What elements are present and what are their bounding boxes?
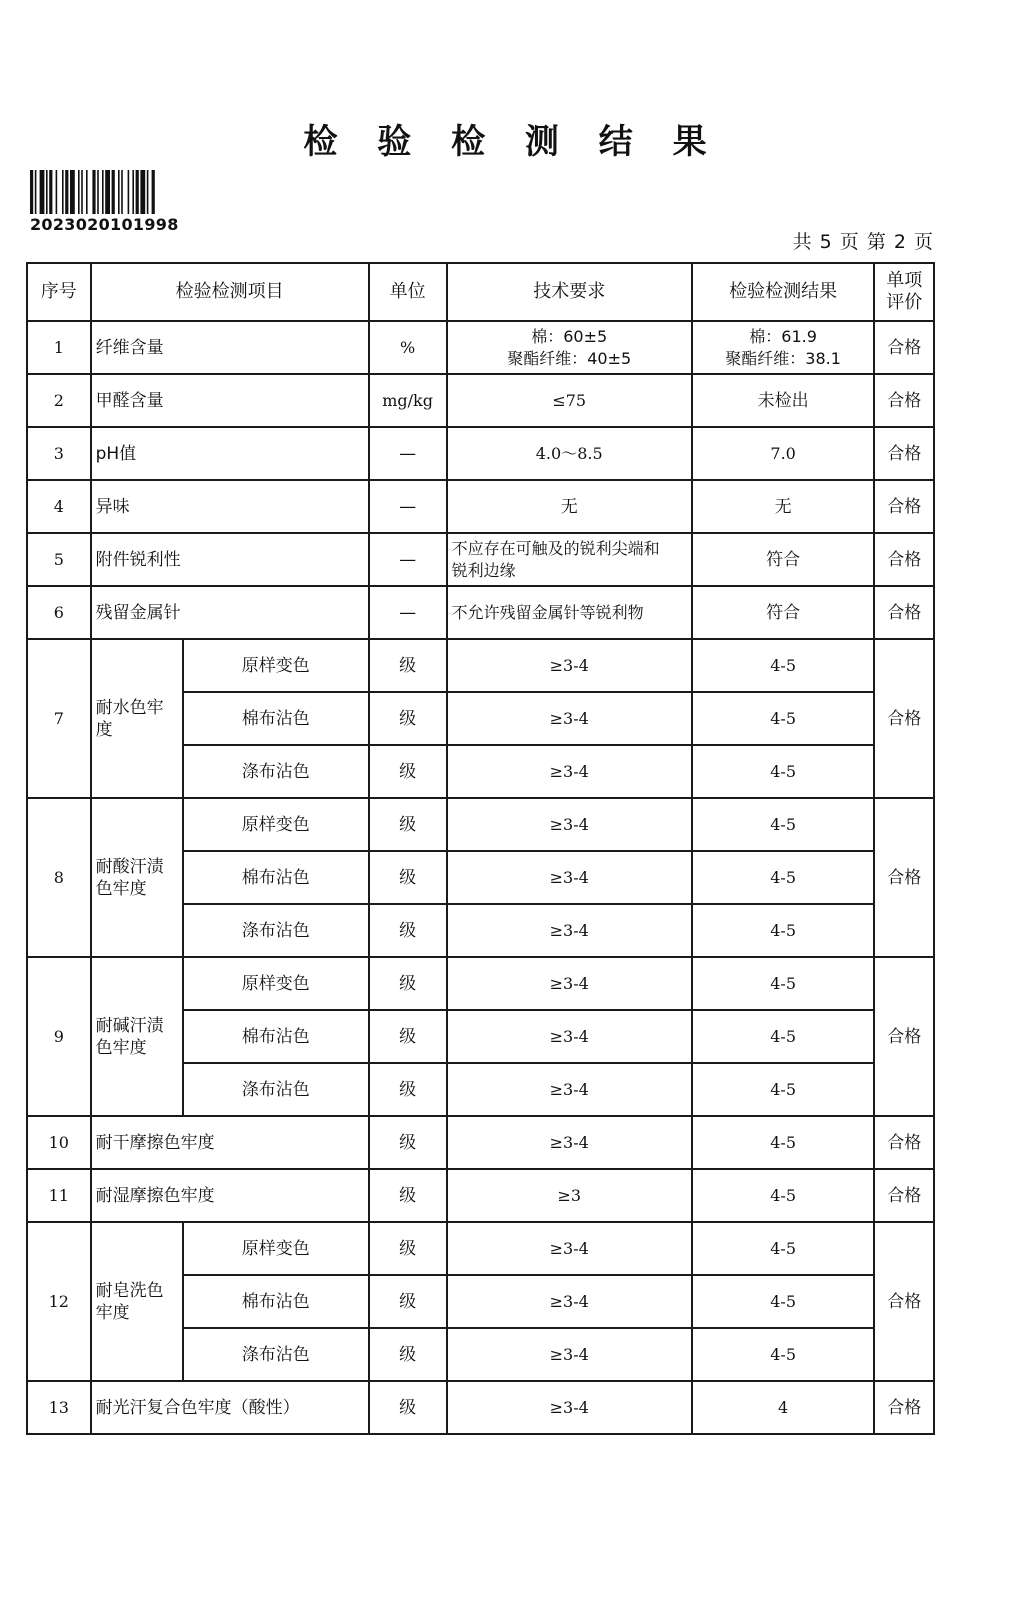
row-requirement: ≥3-4 bbox=[447, 639, 692, 692]
row-unit: 级 bbox=[369, 1116, 447, 1169]
barcode-bar bbox=[30, 170, 33, 214]
row-unit: 级 bbox=[369, 904, 447, 957]
row-result: 4-5 bbox=[692, 639, 875, 692]
requirement-line: 锐利边缘 bbox=[451, 560, 516, 580]
barcode-bar bbox=[140, 170, 145, 214]
row-unit: 级 bbox=[369, 1010, 447, 1063]
barcode-bar bbox=[97, 170, 99, 214]
barcode-bar bbox=[121, 170, 123, 214]
barcode-bar bbox=[56, 170, 58, 214]
row-requirement: ≥3-4 bbox=[447, 745, 692, 798]
row-requirement: ≥3-4 bbox=[447, 1116, 692, 1169]
row-unit: 级 bbox=[369, 639, 447, 692]
row-evaluation: 合格 bbox=[874, 533, 934, 586]
row-evaluation: 合格 bbox=[874, 639, 934, 798]
row-evaluation: 合格 bbox=[874, 1222, 934, 1381]
row-unit: 级 bbox=[369, 745, 447, 798]
row-index: 5 bbox=[27, 533, 91, 586]
table-row bbox=[27, 586, 934, 639]
table-row bbox=[27, 1169, 934, 1222]
barcode-bar bbox=[112, 170, 115, 214]
row-requirement: ≥3-4 bbox=[447, 1328, 692, 1381]
row-result: 4-5 bbox=[692, 851, 875, 904]
table-row bbox=[27, 957, 934, 1010]
row-requirement bbox=[447, 533, 692, 586]
row-item: 残留金属针 bbox=[91, 586, 369, 639]
page-info: 共 5 页 第 2 页 bbox=[792, 231, 934, 253]
row-requirement: ≥3-4 bbox=[447, 1222, 692, 1275]
row-unit: % bbox=[369, 321, 447, 374]
header-evaluation: 单项评价 bbox=[874, 263, 934, 321]
row-index: 6 bbox=[27, 586, 91, 639]
row-unit: 级 bbox=[369, 1328, 447, 1381]
row-index: 4 bbox=[27, 480, 91, 533]
row-item: 异味 bbox=[91, 480, 369, 533]
row-evaluation: 合格 bbox=[874, 1169, 934, 1222]
row-result: 4-5 bbox=[692, 745, 875, 798]
requirement-line: 棉：60±5 bbox=[531, 326, 608, 346]
row-unit: 级 bbox=[369, 957, 447, 1010]
header-index: 序号 bbox=[27, 263, 91, 321]
barcode-bar bbox=[128, 170, 130, 214]
table-row bbox=[27, 480, 934, 533]
row-result: 4-5 bbox=[692, 1275, 875, 1328]
row-evaluation: 合格 bbox=[874, 586, 934, 639]
row-index: 2 bbox=[27, 374, 91, 427]
row-subitem: 棉布沾色 bbox=[183, 692, 369, 745]
row-subitem: 原样变色 bbox=[183, 1222, 369, 1275]
row-requirement: ≥3-4 bbox=[447, 1010, 692, 1063]
header-unit: 单位 bbox=[369, 263, 447, 321]
row-unit: 级 bbox=[369, 1275, 447, 1328]
row-requirement: ≥3-4 bbox=[447, 1063, 692, 1116]
requirement-line: 聚酯纤维：40±5 bbox=[507, 348, 632, 368]
item-line: 耐皂洗色 bbox=[95, 1280, 164, 1301]
row-result: 4-5 bbox=[692, 957, 875, 1010]
row-item bbox=[91, 957, 183, 1116]
row-subitem: 涤布沾色 bbox=[183, 1328, 369, 1381]
barcode-bar bbox=[118, 170, 120, 214]
item-line: 耐水色牢 bbox=[95, 697, 164, 718]
item-line: 牢度 bbox=[95, 1302, 130, 1323]
barcode-bar bbox=[102, 170, 104, 214]
barcode-bar bbox=[65, 170, 68, 214]
row-unit: 级 bbox=[369, 1169, 447, 1222]
barcode-bar bbox=[92, 170, 95, 214]
row-item: pH值 bbox=[91, 427, 369, 480]
row-evaluation: 合格 bbox=[874, 1381, 934, 1434]
barcode-bar bbox=[136, 170, 139, 214]
row-evaluation: 合格 bbox=[874, 321, 934, 374]
barcode bbox=[30, 170, 192, 235]
row-unit: 级 bbox=[369, 1063, 447, 1116]
item-line: 色牢度 bbox=[95, 1037, 147, 1058]
row-index: 9 bbox=[27, 957, 91, 1116]
row-item: 耐干摩擦色牢度 bbox=[91, 1116, 369, 1169]
row-item: 耐湿摩擦色牢度 bbox=[91, 1169, 369, 1222]
barcode-bar bbox=[46, 170, 48, 214]
row-result: 4-5 bbox=[692, 1222, 875, 1275]
row-unit: 级 bbox=[369, 692, 447, 745]
row-result: 4-5 bbox=[692, 692, 875, 745]
row-subitem: 棉布沾色 bbox=[183, 1010, 369, 1063]
row-requirement: ≤75 bbox=[447, 374, 692, 427]
row-result: 4-5 bbox=[692, 1169, 875, 1222]
result-line: 聚酯纤维：38.1 bbox=[725, 348, 841, 368]
barcode-bar bbox=[35, 170, 37, 214]
row-requirement: ≥3 bbox=[447, 1169, 692, 1222]
row-item bbox=[91, 639, 183, 798]
row-result: 4-5 bbox=[692, 904, 875, 957]
row-requirement: ≥3-4 bbox=[447, 851, 692, 904]
table-row bbox=[27, 1116, 934, 1169]
table-row bbox=[27, 639, 934, 692]
header-requirement: 技术要求 bbox=[447, 263, 692, 321]
row-requirement: 4.0～8.5 bbox=[447, 427, 692, 480]
row-result: 4-5 bbox=[692, 1328, 875, 1381]
item-line: 色牢度 bbox=[95, 878, 147, 899]
row-subitem: 涤布沾色 bbox=[183, 1063, 369, 1116]
barcode-bar bbox=[78, 170, 80, 214]
item-line: 耐酸汗渍 bbox=[95, 856, 164, 877]
barcode-bar bbox=[86, 170, 88, 214]
row-evaluation: 合格 bbox=[874, 798, 934, 957]
barcode-bar bbox=[40, 170, 45, 214]
row-result: 符合 bbox=[692, 533, 875, 586]
barcode-icon bbox=[30, 170, 192, 214]
barcode-bar bbox=[105, 170, 110, 214]
row-requirement: 无 bbox=[447, 480, 692, 533]
row-subitem: 原样变色 bbox=[183, 798, 369, 851]
row-result: 4-5 bbox=[692, 1116, 875, 1169]
row-item: 附件锐利性 bbox=[91, 533, 369, 586]
header-item: 检验检测项目 bbox=[91, 263, 369, 321]
barcode-bar bbox=[49, 170, 52, 214]
row-result: 4 bbox=[692, 1381, 875, 1434]
row-requirement bbox=[447, 321, 692, 374]
row-unit: 级 bbox=[369, 1222, 447, 1275]
row-index: 13 bbox=[27, 1381, 91, 1434]
barcode-bar bbox=[70, 170, 75, 214]
barcode-bar bbox=[147, 170, 149, 214]
table-row bbox=[27, 1381, 934, 1434]
row-result: 无 bbox=[692, 480, 875, 533]
row-requirement: ≥3-4 bbox=[447, 1275, 692, 1328]
row-item: 甲醛含量 bbox=[91, 374, 369, 427]
row-requirement: ≥3-4 bbox=[447, 1381, 692, 1434]
row-requirement: ≥3-4 bbox=[447, 692, 692, 745]
row-item bbox=[91, 1222, 183, 1381]
row-result: 符合 bbox=[692, 586, 875, 639]
row-subitem: 涤布沾色 bbox=[183, 904, 369, 957]
row-subitem: 棉布沾色 bbox=[183, 851, 369, 904]
row-unit: 级 bbox=[369, 1381, 447, 1434]
row-index: 8 bbox=[27, 798, 91, 957]
row-evaluation: 合格 bbox=[874, 480, 934, 533]
row-evaluation: 合格 bbox=[874, 1116, 934, 1169]
row-requirement: 不允许残留金属针等锐利物 bbox=[447, 586, 692, 639]
row-result: 4-5 bbox=[692, 1063, 875, 1116]
item-line: 度 bbox=[95, 719, 113, 740]
row-unit: — bbox=[369, 586, 447, 639]
barcode-bar bbox=[132, 170, 134, 214]
table-row bbox=[27, 321, 934, 374]
row-evaluation: 合格 bbox=[874, 374, 934, 427]
row-index: 1 bbox=[27, 321, 91, 374]
row-unit: 级 bbox=[369, 851, 447, 904]
row-index: 10 bbox=[27, 1116, 91, 1169]
row-index: 3 bbox=[27, 427, 91, 480]
barcode-bar bbox=[152, 170, 155, 214]
table-row bbox=[27, 798, 934, 851]
table-header-row bbox=[27, 263, 934, 321]
barcode-bar bbox=[62, 170, 64, 214]
table-row bbox=[27, 533, 934, 586]
item-line: 耐碱汗渍 bbox=[95, 1015, 164, 1036]
row-item bbox=[91, 798, 183, 957]
row-subitem: 原样变色 bbox=[183, 957, 369, 1010]
row-item: 纤维含量 bbox=[91, 321, 369, 374]
barcode-number: 2023020101998 bbox=[30, 215, 179, 234]
row-evaluation: 合格 bbox=[874, 957, 934, 1116]
row-index: 7 bbox=[27, 639, 91, 798]
row-index: 12 bbox=[27, 1222, 91, 1381]
table-row bbox=[27, 374, 934, 427]
row-unit: 级 bbox=[369, 798, 447, 851]
result-line: 棉：61.9 bbox=[749, 326, 817, 346]
row-index: 11 bbox=[27, 1169, 91, 1222]
document-title: 检 验 检 测 结 果 bbox=[303, 122, 721, 162]
row-result: 7.0 bbox=[692, 427, 875, 480]
row-unit: — bbox=[369, 533, 447, 586]
barcode-bar bbox=[81, 170, 83, 214]
row-unit: — bbox=[369, 427, 447, 480]
row-result: 4-5 bbox=[692, 1010, 875, 1063]
row-unit: — bbox=[369, 480, 447, 533]
row-requirement: ≥3-4 bbox=[447, 798, 692, 851]
row-subitem: 棉布沾色 bbox=[183, 1275, 369, 1328]
row-item: 耐光汗复合色牢度（酸性） bbox=[91, 1381, 369, 1434]
row-requirement: ≥3-4 bbox=[447, 904, 692, 957]
row-subitem: 原样变色 bbox=[183, 639, 369, 692]
row-result: 未检出 bbox=[692, 374, 875, 427]
results-table bbox=[26, 262, 935, 1435]
row-result: 4-5 bbox=[692, 798, 875, 851]
row-subitem: 涤布沾色 bbox=[183, 745, 369, 798]
row-evaluation: 合格 bbox=[874, 427, 934, 480]
row-result bbox=[692, 321, 875, 374]
row-unit: mg/kg bbox=[369, 374, 447, 427]
row-requirement: ≥3-4 bbox=[447, 957, 692, 1010]
requirement-line: 不应存在可触及的锐利尖端和 bbox=[451, 538, 660, 558]
header-result: 检验检测结果 bbox=[692, 263, 875, 321]
table-row bbox=[27, 427, 934, 480]
table-row bbox=[27, 1222, 934, 1275]
